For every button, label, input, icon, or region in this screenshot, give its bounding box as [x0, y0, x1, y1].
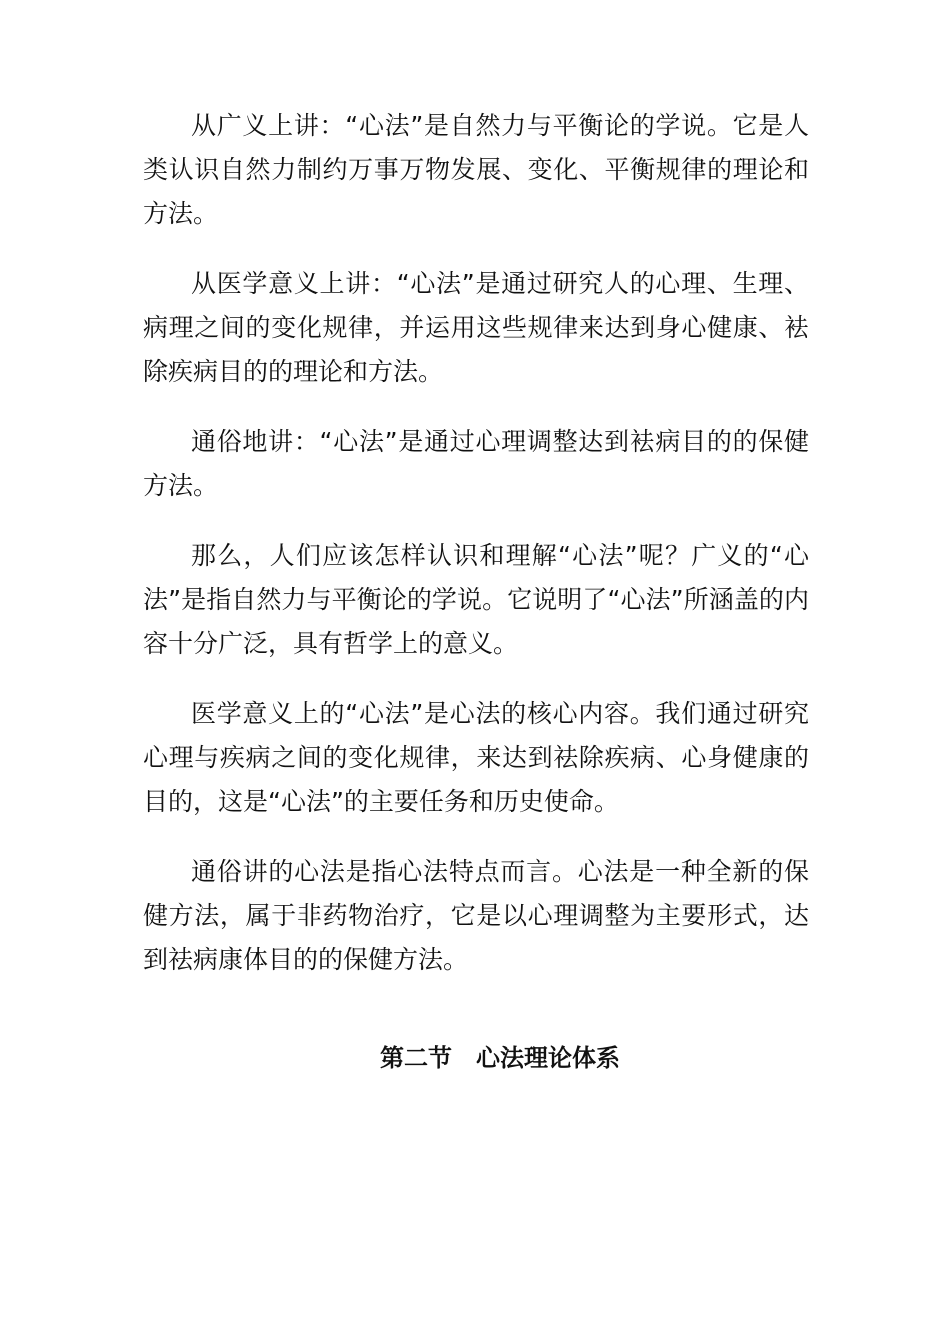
paragraph-medical-core: 医学意义上的“心法”是心法的核心内容。我们通过研究心理与疾病之间的变化规律，来达到祛除疾病、心身健康的目的，这是“心法”的主要任务和历史使命。	[143, 699, 809, 816]
paragraph-broad-definition: 从广义上讲：“心法”是自然力与平衡论的学说。它是人类认识自然力制约万事万物发展、变化、平衡规律的理论和方法。	[143, 111, 809, 228]
body-text	[143, 104, 809, 1008]
paragraph-popular-explained: 通俗讲的心法是指心法特点而言。心法是一种全新的保健方法，属于非药物治疗，它是以心理调整为主要形式，达到祛病康体目的的保健方法。	[143, 857, 809, 974]
paragraph-medical-definition: 从医学意义上讲：“心法”是通过研究人的心理、生理、病理之间的变化规律，并运用这些规律来达到身心健康、袪除疾病目的的理论和方法。	[143, 269, 809, 386]
paragraph-popular-definition: 通俗地讲：“心法”是通过心理调整达到袪病目的的保健方法。	[143, 427, 809, 500]
paragraph-understanding: 那么，人们应该怎样认识和理解“心法”呢？广义的“心法”是指自然力与平衡论的学说。它说明了“心法”所涵盖的内容十分广泛，具有哲学上的意义。	[143, 541, 809, 658]
section-heading: 第二节 心法理论体系	[380, 1044, 620, 1072]
